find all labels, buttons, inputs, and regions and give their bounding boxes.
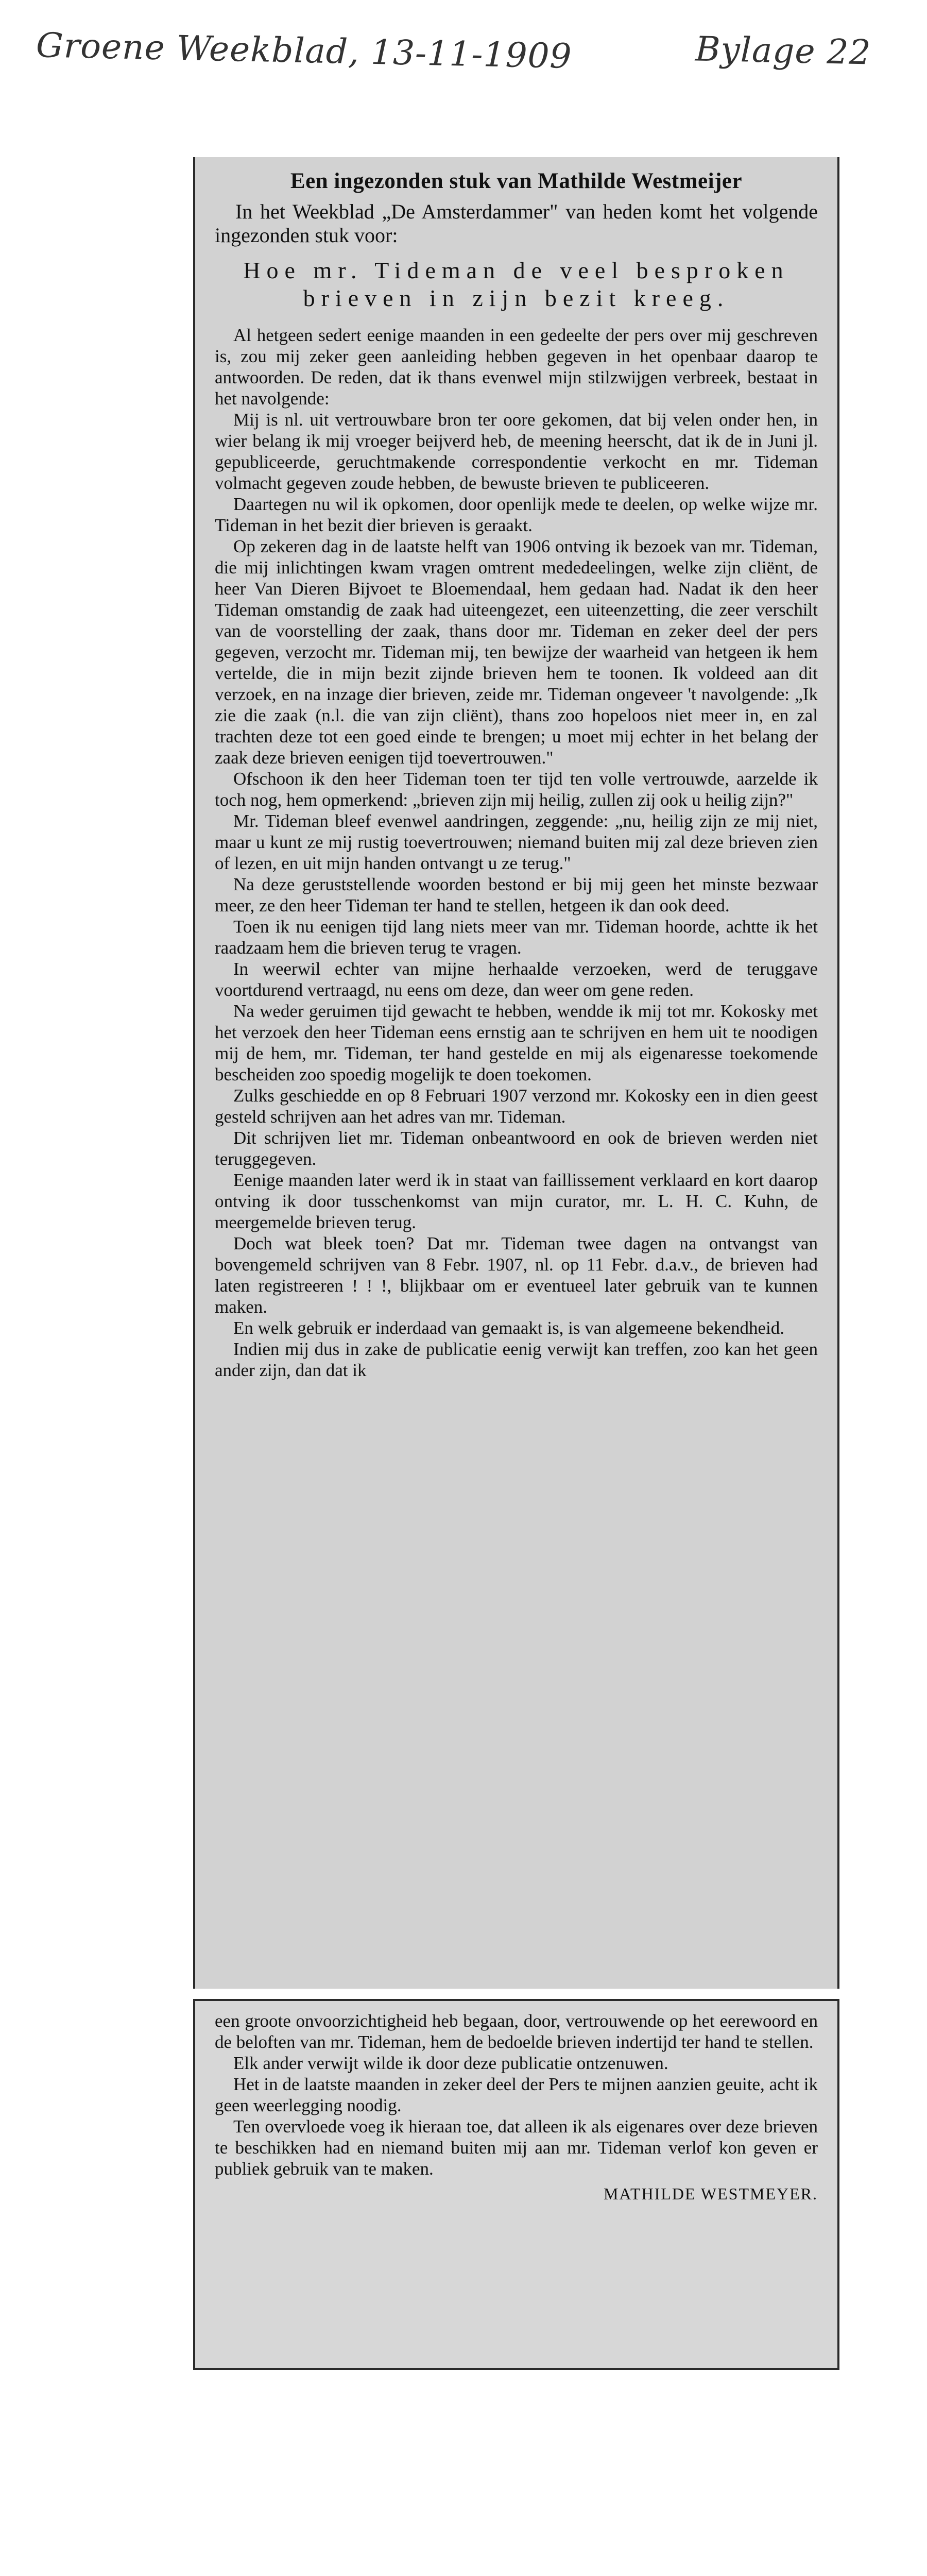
handwritten-appendix-note: Bylage 22 xyxy=(695,29,872,73)
paragraph: Na deze geruststellende woorden bestond er bij mij geen het minste bezwaar meer, ze den heer Tideman ter hand te stellen, hetgeen ik dan ook deed. xyxy=(215,874,818,916)
signature: MATHILDE WESTMEYER. xyxy=(603,2184,818,2203)
paragraph: Indien mij dus in zake de publicatie eenig verwijt kan treffen, zoo kan het geen ander zijn, dan dat ik xyxy=(215,1339,818,1380)
paragraph: een groote onvoorzichtigheid heb begaan, door, vertrouwende op het eerewoord en de beloften van mr. Tideman, hem de bedoelde brieven indertijd ter hand te stellen. xyxy=(215,2011,818,2052)
paragraph: Doch wat bleek toen? Dat mr. Tideman twee dagen na ontvangst van bovengemeld schrijven van 8 Febr. 1907, nl. op 11 Febr. d.a.v., de brieven had laten registreeren ! ! !, blijkbaar om er eventueel later gebruik van te kunnen maken. xyxy=(215,1233,818,1317)
paragraph: Mij is nl. uit vertrouwbare bron ter oore gekomen, dat bij velen onder hen, in wier belang ik mij vroeger beijverd heb, de meening heerscht, dat ik de in Juni jl. gepubliceerde, geruchtmakende correspondentie verkocht en mr. Tideman volmacht gegeven zoude hebben, de bewuste brieven te publiceeren. xyxy=(215,410,818,493)
paragraph: Toen ik nu eenigen tijd lang niets meer van mr. Tideman hoorde, achtte ik het raadzaam hem die brieven terug te vragen. xyxy=(215,917,818,958)
paragraph: Het in de laatste maanden in zeker deel der Pers te mijnen aanzien geuite, acht ik geen weerlegging noodig. xyxy=(215,2074,818,2115)
article-title: Hoe mr. Tideman de veel besproken brieven in zijn bezit kreeg. xyxy=(243,257,789,311)
paragraph: Ten overvloede voeg ik hieraan toe, dat alleen ik als eigenares over deze brieven te beschikken had en niemand buiten mij aan mr. Tideman verlof kon geven er publiek gebruik van te maken. xyxy=(215,2116,818,2179)
paragraph: Eenige maanden later werd ik in staat van faillissement verklaard en kort daarop ontving ik door tusschenkomst van mijn curator, mr. L. H. C. Kuhn, de meergemelde brieven terug. xyxy=(215,1170,818,1232)
paragraph: Zulks geschiedde en op 8 Februari 1907 verzond mr. Kokosky een in dien geest gesteld schrijven aan het adres van mr. Tideman. xyxy=(215,1086,818,1127)
paragraph: Ofschoon ik den heer Tideman toen ter tijd ten volle vertrouwde, aarzelde ik toch nog, hem opmerkend: „brieven zijn mij heilig, zullen zij ook u heilig zijn?" xyxy=(215,769,818,810)
handwritten-source-note: Groene Weekblad, 13-11-1909 xyxy=(36,25,573,76)
paragraph: In weerwil echter van mijne herhaalde verzoeken, werd de teruggave voortdurend vertraagd, nu eens om deze, dan weer om gene reden. xyxy=(215,959,818,1000)
paragraph: Al hetgeen sedert eenige maanden in een gedeelte der pers over mij geschreven is, zou mij zeker geen aanleiding hebben gegeven in het openbaar daarop te antwoorden. De reden, dat ik thans evenwel mijn stilzwijgen verbreek, bestaat in het navolgende: xyxy=(215,325,818,409)
paragraph: En welk gebruik er inderdaad van gemaakt is, is van algemeene bekendheid. xyxy=(233,1318,785,1338)
paragraph: Na weder geruimen tijd gewacht te hebben, wendde ik mij tot mr. Kokosky met het verzoek den heer Tideman eens ernstig aan te schrijven en hem uit te noodigen mij de hem, mr. Tideman, ter hand gestelde en mij als eigenaresse toekomende bescheiden zoo spoedig mogelijk te doen toekomen. xyxy=(215,1001,818,1084)
paragraph: Op zekeren dag in de laatste helft van 1906 ontving ik bezoek van mr. Tideman, die mij inlichtingen kwam vragen omtrent mededeelingen, welke zijn cliënt, de heer Van Dieren Bijvoet te Bloemendaal, hem gedaan had. Nadat ik den heer Tideman omstandig de zaak had uiteengezet, een uiteenzetting, die zeer verschilt van de voorstelling der zaak, thans door mr. Tideman en zeker deel der pers gegeven, verzocht mr. Tideman mij, ten bewijze der waarheid van hetgeen ik hem vertelde, die in mijn bezit zijnde brieven hem te toonen. Ik voldeed aan dit verzoek, en na inzage dier brieven, zeide mr. Tideman ongeveer 't navolgende: „Ik zie die zaak (n.l. die van zijn cliënt), thans zoo hopeloos niet meer in, en zal trachten deze tot een goed einde te brengen; u moet mij echter in het belang der zaak deze brieven eenigen tijd toevertrouwen." xyxy=(215,536,818,768)
paragraph: Elk ander verwijt wilde ik door deze publicatie ontzenuwen. xyxy=(233,2053,668,2073)
newspaper-clipping-continuation xyxy=(193,1999,839,2370)
paragraph: Daartegen nu wil ik opkomen, door openlijk mede te deelen, op welke wijze mr. Tideman in het bezit dier brieven is geraakt. xyxy=(215,494,818,535)
newspaper-clipping-main xyxy=(193,157,839,1989)
article-intro: In het Weekblad „De Amsterdammer" van heden komt het volgende ingezonden stuk voor: xyxy=(215,200,818,247)
article-headline: Een ingezonden stuk van Mathilde Westmeijer xyxy=(290,169,743,193)
paragraph: Dit schrijven liet mr. Tideman onbeantwoord en ook de brieven werden niet teruggegeven. xyxy=(215,1128,818,1169)
paragraph: Mr. Tideman bleef evenwel aandringen, zeggende: „nu, heilig zijn ze mij niet, maar u kunt ze mij rustig toevertrouwen; niemand buiten mij zal deze brieven zien of lezen, en uit mijn handen ontvangt u ze terug." xyxy=(215,811,818,873)
